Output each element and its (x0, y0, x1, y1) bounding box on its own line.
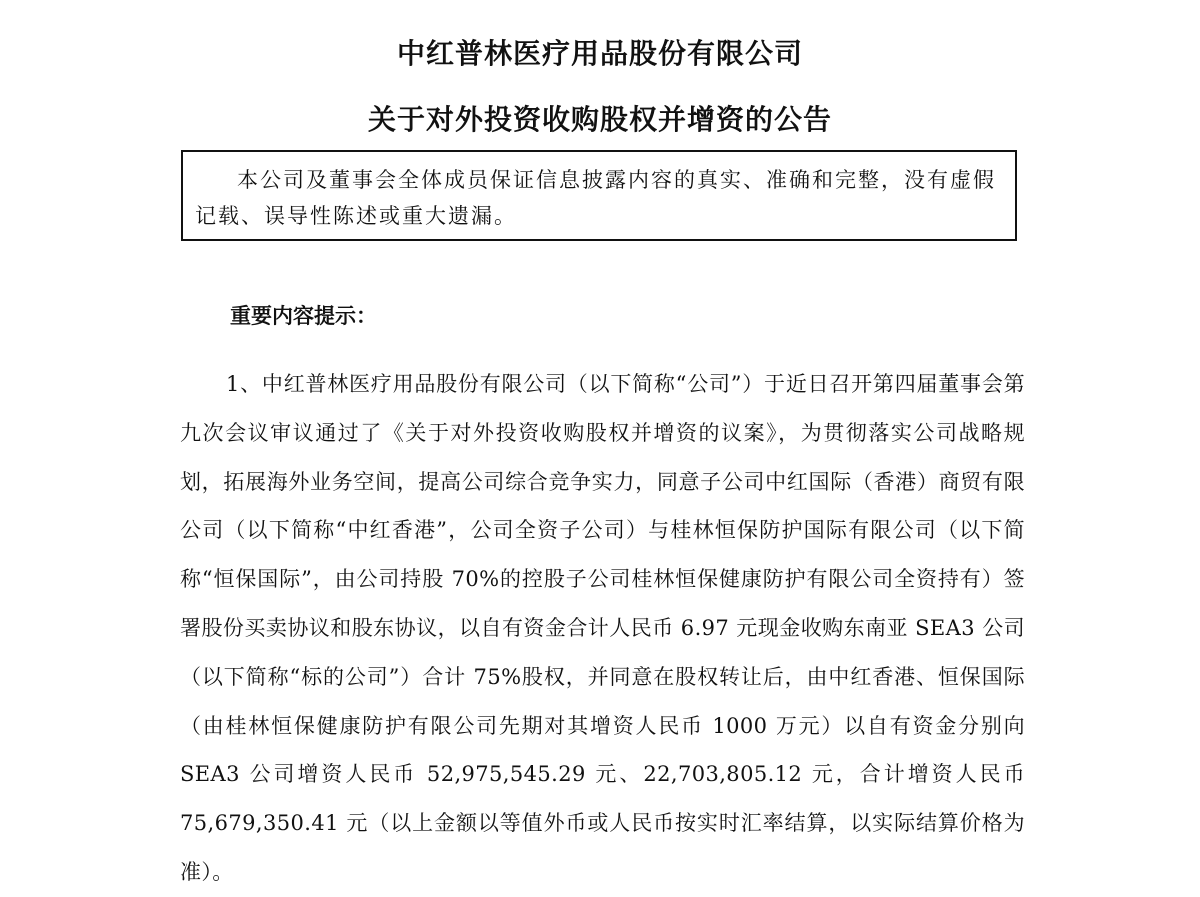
company-name-title: 中红普林医疗用品股份有限公司 (396, 37, 803, 70)
announcement-title: 关于对外投资收购股权并增资的公告 (367, 103, 832, 136)
disclaimer-box: 本公司及董事会全体成员保证信息披露内容的真实、准确和完整，没有虚假记载、误导性陈述或重大遗漏。 (181, 150, 1017, 241)
section-heading: 重要内容提示： (230, 304, 377, 328)
body-paragraph: 1、中红普林医疗用品股份有限公司（以下简称“公司”）于近日召开第四届董事会第九次会议审议通过了《关于对外投资收购股权并增资的议案》，为贯彻落实公司战略规划，拓展海外业务空间，提高公司综合竞争实力，同意子公司中红国际（香港）商贸有限公司（以下简称“中红香港”，公司全资子公司）与桂林恒保防护国际有限公司（以下简称“恒保国际”，由公司持股 70%的控股子公司桂林恒保健康防护有限公司全资持有）签署股份买卖协议和股东协议，以自有资金合计人民币 6.97 元现金收购东南亚 SEA3 公司（以下简称“标的公司”）合计 75%股权，并同意在股权转让后，由中红香港、恒保国际（由桂林恒保健康防护有限公司先期对其增资人民币 1000 万元）以自有资金分别向 SEA3 公司增资人民币 52,975,545.29 元、22,703,805.12 元，合计增资人民币 75,679,350.41 元（以上金额以等值外币或人民币按实时汇率结算，以实际结算价格为准）。 (180, 372, 1025, 884)
